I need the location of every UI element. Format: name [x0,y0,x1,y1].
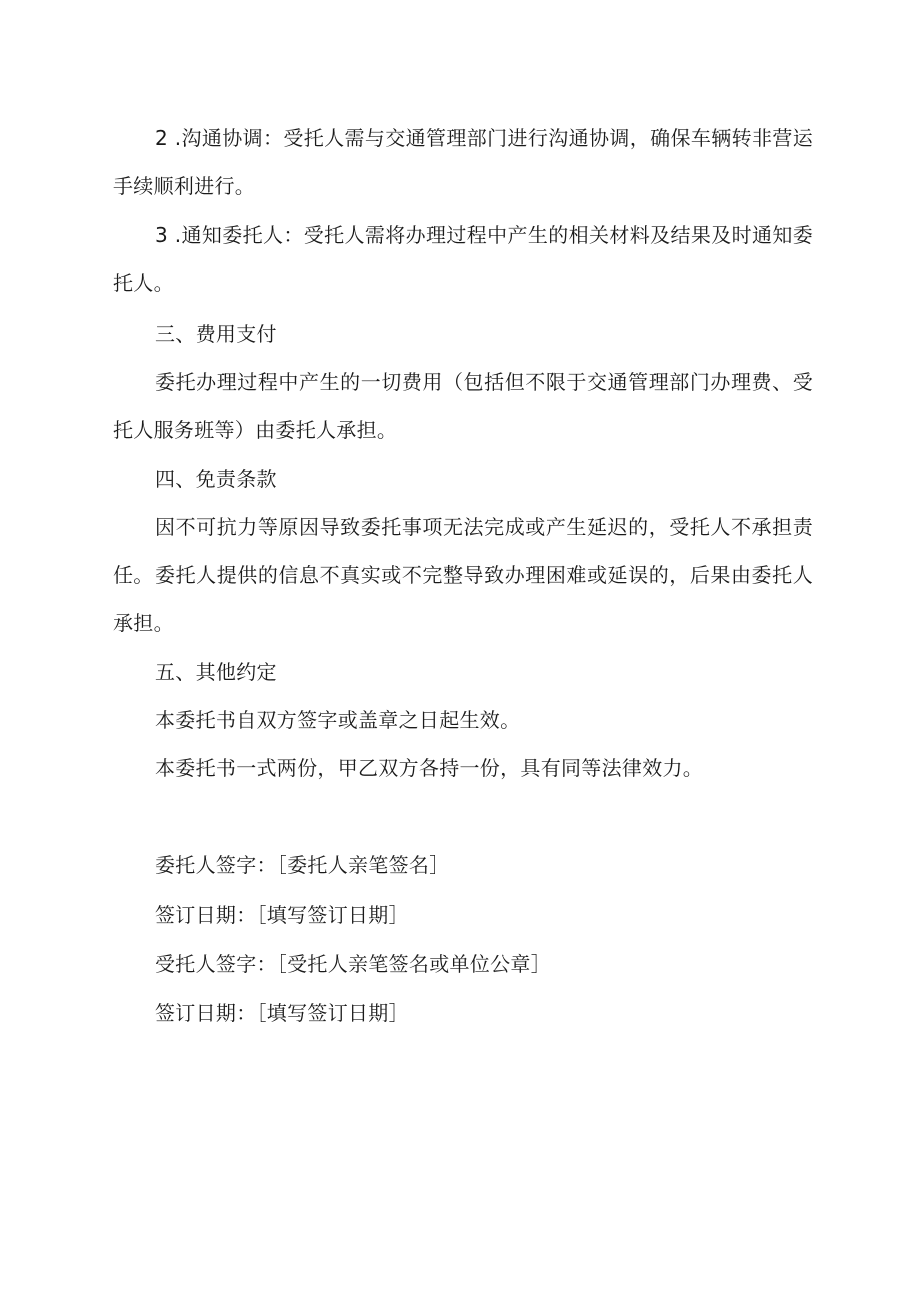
clause-false-info: 委托人提供的信息不真实或不完整导致办理困难或延误的，后果由委托人承担。 [113,563,813,635]
clause-fees: 委托办理过程中产生的一切费用（包括但不限于交通管理部门办理费、受托人服务班等）由委托人承担。 [113,370,813,442]
client-date-line: 签订日期：［填写签订日期］ [155,903,409,927]
clause-communication: 2 .沟通协调：受托人需与交通管理部门进行沟通协调，确保车辆转非营运手续顺利进行。 [113,126,813,198]
clause-notify-client: 3 .通知委托人：受托人需将办理过程中产生的相关材料及结果及时通知委托人。 [113,223,813,295]
clause-copies: 本委托书一式两份，甲乙双方各持一份，具有同等法律效力。 [155,756,704,780]
client-signature-line: 委托人签字：［委托人亲笔签名］ [155,853,450,877]
section-heading-fees: 三、费用支付 [155,322,277,346]
agent-date-line: 签订日期：［填写签订日期］ [155,1001,409,1025]
clause-force-majeure: 因不可抗力等原因导致委托事项无法完成或产生延迟的，受托人不承担责任。 [113,515,813,587]
section-heading-other: 五、其他约定 [155,660,277,684]
agent-signature-line: 受托人签字：［受托人亲笔签名或单位公章］ [155,952,551,976]
clause-effective: 本委托书自双方签字或盖章之日起生效。 [155,708,521,732]
section-heading-disclaimer: 四、免责条款 [155,467,277,491]
